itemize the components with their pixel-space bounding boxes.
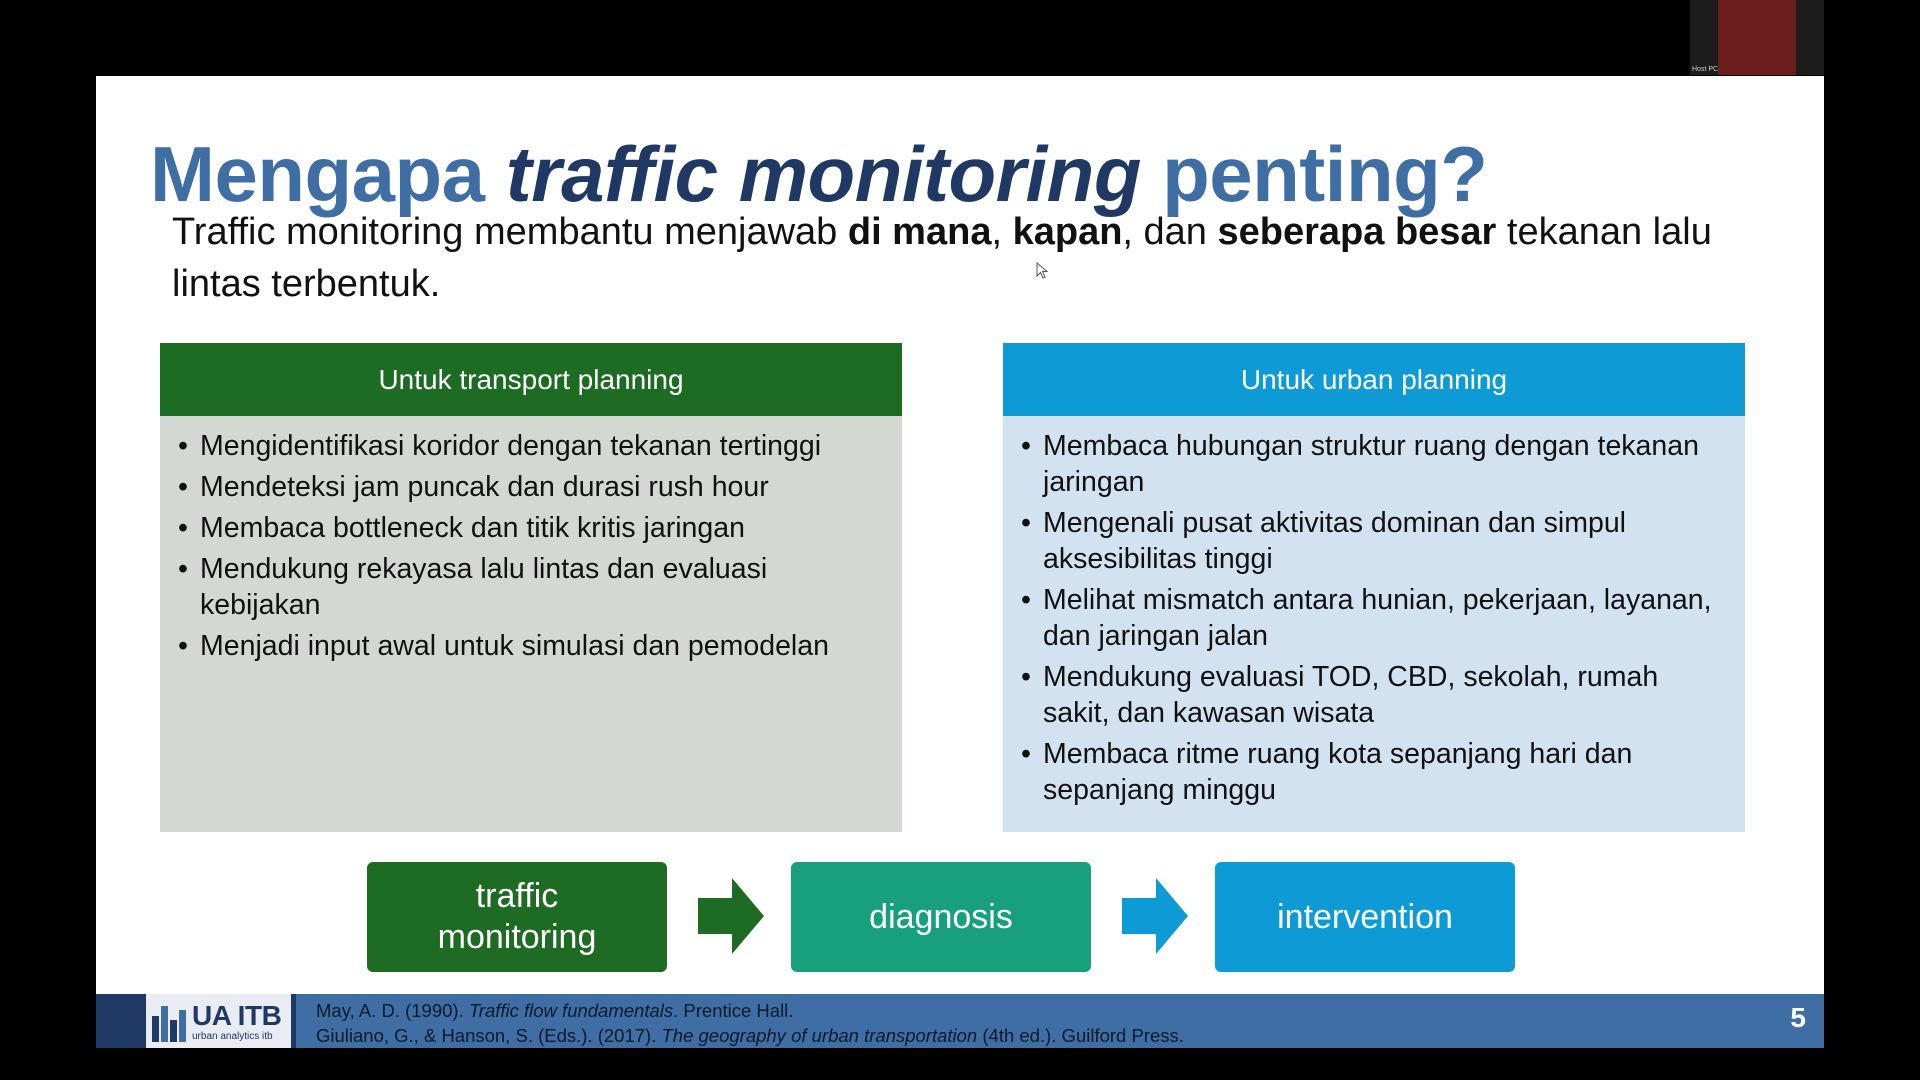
- slide-subtitle: [172, 206, 1732, 310]
- reference-text: Giuliano, G., & Hanson, S. (Eds.). (2017).: [316, 1025, 662, 1046]
- logo-subtext: urban analytics itb: [192, 1031, 273, 1042]
- host-video-tile[interactable]: [1690, 0, 1824, 75]
- list-item: [1021, 736, 1727, 808]
- bullet-icon: •: [178, 630, 188, 662]
- bullet-icon: •: [1021, 738, 1031, 770]
- subtitle-text-4: tekanan lalu lintas terbentuk.: [172, 211, 1712, 305]
- urban-planning-header: Untuk urban planning: [1003, 343, 1745, 416]
- list-item: [1021, 659, 1727, 731]
- transport-planning-header: Untuk transport planning: [160, 343, 902, 416]
- list-item: [1021, 428, 1727, 500]
- host-video-feed: [1718, 0, 1796, 75]
- arrow-right-icon: [698, 878, 764, 954]
- subtitle-bold-when: kapan: [1012, 211, 1123, 253]
- city-bars-icon: [150, 1000, 190, 1044]
- bullet-icon: •: [178, 512, 188, 544]
- flow-step-traffic-monitoring: [367, 862, 667, 972]
- list-item: [178, 551, 884, 623]
- reference-text: . Prentice Hall.: [673, 1000, 794, 1021]
- list-item-text: Mendeteksi jam puncak dan durasi rush hour: [200, 471, 769, 503]
- logo-text: UA ITB: [192, 1000, 282, 1031]
- list-item: [178, 628, 884, 664]
- reference-text: (4th ed.). Guilford Press.: [977, 1025, 1184, 1046]
- subtitle-text-3: , dan: [1122, 211, 1218, 253]
- bullet-icon: •: [1021, 584, 1031, 616]
- mouse-cursor-icon: [1036, 262, 1050, 280]
- subtitle-text-2: ,: [991, 211, 1013, 253]
- subtitle-bold-how-big: seberapa besar: [1217, 211, 1497, 253]
- reference-title: Traffic flow fundamentals: [468, 1000, 674, 1021]
- bullet-icon: •: [1021, 507, 1031, 539]
- slide-footer: [96, 994, 1824, 1048]
- flow-step-diagnosis: [791, 862, 1091, 972]
- transport-planning-panel: [160, 343, 902, 832]
- presentation-slide: [96, 76, 1824, 1048]
- bullet-icon: •: [1021, 661, 1031, 693]
- flow-step-line-2: monitoring: [437, 918, 597, 956]
- flow-step-line-1: traffic: [475, 877, 559, 915]
- bullet-icon: •: [178, 430, 188, 462]
- list-item-text: Mengidentifikasi koridor dengan tekanan tertinggi: [200, 430, 822, 462]
- list-item: [178, 469, 884, 505]
- reference-1: [316, 998, 1184, 1023]
- reference-text: May, A. D. (1990).: [316, 1000, 469, 1021]
- subtitle-bold-where: di mana: [847, 211, 992, 253]
- ua-itb-logo: [96, 994, 296, 1048]
- transport-planning-list: [160, 416, 902, 664]
- urban-planning-panel: [1003, 343, 1745, 832]
- title-part-2: penting?: [1140, 130, 1488, 218]
- bullet-icon: •: [178, 471, 188, 503]
- list-item-text: Menjadi input awal untuk simulasi dan pemodelan: [200, 630, 829, 662]
- flow-step-intervention: [1215, 862, 1515, 972]
- list-item-text: Mendukung rekayasa lalu lintas dan evaluasi kebijakan: [200, 553, 768, 621]
- list-item-text: Melihat mismatch antara hunian, pekerjaan, layanan, dan jaringan jalan: [1043, 584, 1712, 652]
- host-label: Host PC: [1692, 66, 1719, 73]
- logo-background: [146, 994, 291, 1048]
- bullet-icon: •: [1021, 430, 1031, 462]
- reference-title: The geography of urban transportation: [661, 1025, 978, 1046]
- list-item-text: Membaca bottleneck dan titik kritis jaringan: [200, 512, 745, 544]
- subtitle-text-1: Traffic monitoring membantu menjawab: [172, 211, 848, 253]
- list-item: [178, 510, 884, 546]
- list-item-text: Mengenali pusat aktivitas dominan dan simpul aksesibilitas tinggi: [1043, 507, 1626, 575]
- list-item: [1021, 505, 1727, 577]
- list-item-text: Membaca hubungan struktur ruang dengan tekanan jaringan: [1043, 430, 1699, 498]
- bullet-icon: •: [178, 553, 188, 585]
- title-emphasis: traffic monitoring: [505, 130, 1141, 218]
- list-item: [1021, 582, 1727, 654]
- reference-2: [316, 1023, 1184, 1048]
- urban-planning-list: [1003, 416, 1745, 808]
- title-part-1: Mengapa: [150, 130, 506, 218]
- list-item-text: Mendukung evaluasi TOD, CBD, sekolah, rumah sakit, dan kawasan wisata: [1043, 661, 1659, 729]
- list-item: [178, 428, 884, 464]
- references: [316, 998, 1184, 1048]
- list-item-text: Membaca ritme ruang kota sepanjang hari dan sepanjang minggu: [1043, 738, 1633, 806]
- flow-step-line-1: diagnosis: [869, 897, 1013, 936]
- slide-page-number: 5: [1790, 1002, 1806, 1033]
- arrow-right-icon: [1122, 878, 1188, 954]
- flow-step-line-1: intervention: [1277, 897, 1453, 936]
